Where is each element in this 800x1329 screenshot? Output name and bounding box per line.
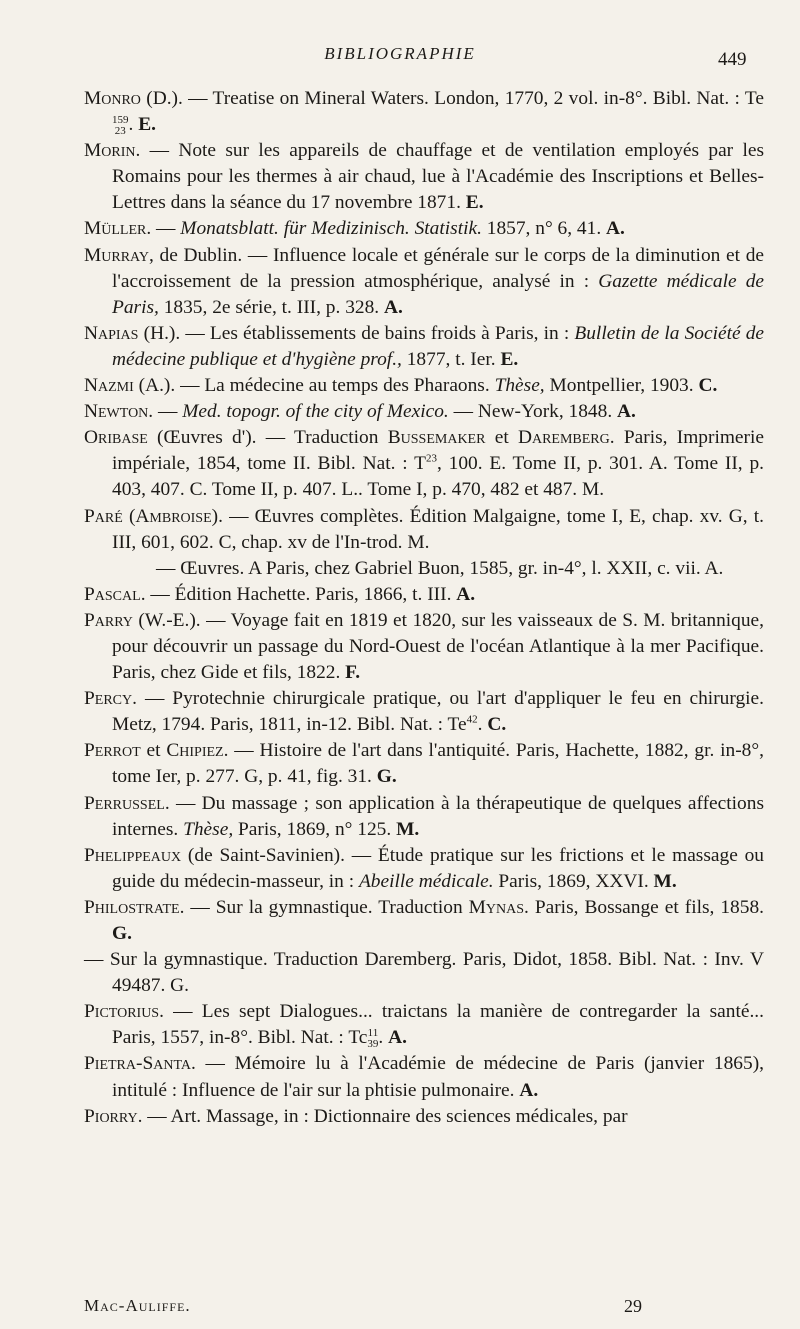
bibliography-entry	[84, 1051, 764, 1103]
entry-text: ). — Œuvres complètes. Édition Malgaigne, tome I, E, chap. xv. G, t. III, 601, 602. C, chap. xv de l'In-trod. M.	[112, 505, 764, 553]
page-number: 449	[718, 49, 747, 70]
entry-author: Pascal	[84, 583, 141, 605]
library-code: A.	[456, 583, 476, 605]
entry-author: Müller	[84, 218, 147, 240]
bibliography-entry	[84, 1104, 764, 1130]
entry-text: (Œuvres d'). — Traduction	[147, 427, 388, 449]
entry-text: .	[128, 114, 139, 136]
entry-text: . —	[148, 401, 183, 423]
fraction-top: 159	[112, 113, 129, 126]
bibliography-entry	[84, 504, 764, 556]
entry-text: . — Histoire de l'art dans l'antiquité. Paris, Hachette, 1882, gr. in-8°, tome Ier, p. 277. G, p. 41, fig. 31.	[112, 740, 764, 788]
entry-text: 1877, t. Ier.	[401, 348, 501, 370]
bibliography-entry	[84, 608, 764, 686]
translator-name: Bussemaker	[387, 427, 486, 449]
entry-text: . — Édition Hachette. Paris, 1866, t. III.	[140, 583, 457, 605]
entry-text: (H.). — Les établissements de bains froids à Paris, in :	[138, 322, 575, 344]
entry-text: (W.-E.). — Voyage fait en 1819 et 1820, sur les vaisseaux de S. M. britannique, pour découvrir un passage du Nord-Ouest de l'océan Atlantique à la mer Pacifique. Paris, chez Gide et fils, 1822.	[112, 609, 764, 684]
entry-text: Paris, 1869, XXVI.	[493, 870, 654, 892]
entry-title: Monatsblatt. für Medizinisch. Statistik.	[180, 218, 482, 240]
library-code: C.	[698, 375, 718, 397]
entry-text: Paris, 1869, n° 125.	[233, 818, 397, 840]
entry-text: . — Mémoire lu à l'Académie de médecine de Paris (janvier 1865), intitulé : Influence de l'air sur la phtisie pulmonaire.	[112, 1053, 764, 1101]
entry-text: — New-York, 1848.	[448, 401, 618, 423]
library-code: A.	[606, 218, 625, 240]
entry-text: — Sur la gymnastique. Traduction Daremberg. Paris, Didot, 1858. Bibl. Nat. : Inv. V 49487. G.	[84, 949, 764, 997]
library-code: E.	[465, 192, 484, 214]
entry-author: Perrot	[84, 740, 141, 762]
entry-text: . — Les sept Dialogues... traictans la manière de contregarder la santé... Paris, 1557, in-8°. Bibl. Nat. : Tc	[112, 1001, 764, 1049]
entry-text: et	[140, 740, 167, 762]
signature-mark: 29	[624, 1296, 642, 1316]
bibliography-entries	[84, 86, 764, 1130]
library-code: A.	[519, 1079, 539, 1101]
bibliography-entry	[84, 86, 764, 138]
entry-author: Nazmi	[84, 375, 134, 397]
library-code: M.	[396, 818, 420, 840]
coauthor-name: Chipiez	[166, 740, 224, 762]
library-code: E.	[500, 348, 519, 370]
bibliography-entry	[84, 895, 764, 947]
library-code: A.	[383, 296, 403, 318]
entry-text: (A.). — La médecine au temps des Pharaons.	[133, 375, 495, 397]
entry-author: Paré	[84, 505, 123, 527]
bibliography-entry	[84, 373, 764, 399]
entry-text: (	[122, 505, 136, 527]
fraction-top: 11	[367, 1026, 379, 1039]
entry-title: Abeille médicale.	[358, 870, 494, 892]
bibliography-entry	[84, 321, 764, 373]
entry-author: Pietra-Santa	[84, 1053, 192, 1075]
entry-author: Phelippeaux	[84, 844, 182, 866]
entry-author: Pictorius	[84, 1001, 160, 1023]
bibliography-entry	[84, 399, 764, 425]
entry-text: .	[477, 714, 488, 736]
library-code: A.	[617, 401, 636, 423]
entry-author: Newton	[84, 401, 149, 423]
fraction-bottom: 39	[367, 1037, 379, 1050]
library-code: F.	[345, 662, 361, 684]
entry-author: Percy	[84, 688, 133, 710]
shelfmark-fraction	[367, 1028, 378, 1050]
entry-author: Oribase	[84, 427, 148, 449]
entry-text: . — Pyrotechnie chirurgicale pratique, ou l'art d'appliquer le feu en chirurgie. Metz, 1794. Paris, 1811, in-12. Bibl. Nat. : Te	[112, 688, 764, 736]
entry-text: Montpellier, 1903.	[544, 375, 699, 397]
bibliography-entry	[84, 686, 764, 738]
entry-title: Thèse,	[494, 375, 545, 397]
entry-text: . — Sur la gymnastique. Traduction	[179, 896, 469, 918]
entry-text: . —	[146, 218, 181, 240]
entry-text: 1835, 2e série, t. III, p. 328.	[158, 296, 384, 318]
entry-author: Philostrate	[84, 896, 180, 918]
library-code: E.	[138, 114, 156, 136]
signature-author: Mac-Auliffe.	[84, 1296, 191, 1315]
bibliography-entry	[84, 738, 764, 790]
entry-text: , 100. E. Tome II, p. 301. A. Tome II, p. 403, 407. C. Tome II, p. 407. L.. Tome I, p. 470, 482 et 487. M.	[112, 453, 764, 501]
shelfmark-superscript: 23	[425, 452, 437, 465]
running-head: BIBLIOGRAPHIE	[324, 44, 476, 63]
translator-name: Daremberg	[517, 427, 610, 449]
entry-title: Med. topogr. of the city of Mexico.	[182, 401, 449, 423]
fraction-bottom: 23	[114, 124, 126, 137]
entry-author: Murray	[84, 244, 149, 266]
entry-author: Napias	[84, 322, 139, 344]
entry-author: Parry	[84, 609, 133, 631]
entry-text: . — Note sur les appareils de chauffage et de ventilation employés par les Romains pour les thermes à air chaud, lue à l'Académie des Inscriptions et Belles-Lettres dans la séance du 17 novembre 1871.	[112, 140, 764, 214]
entry-text: .	[378, 1027, 389, 1049]
shelfmark-fraction	[112, 115, 129, 137]
library-code: M.	[653, 870, 677, 892]
bibliography-entry	[84, 243, 764, 321]
entry-text: et	[485, 427, 518, 449]
library-code: A.	[388, 1027, 407, 1049]
entry-text: . Paris, Imprimerie impériale, 1854, tome II. Bibl. Nat. : T	[112, 427, 764, 475]
entry-author: Morin	[84, 140, 136, 162]
bibliography-entry	[84, 138, 764, 216]
entry-title: Thèse,	[183, 818, 234, 840]
shelfmark-superscript: 42	[466, 713, 478, 726]
library-code: G.	[376, 766, 397, 788]
entry-author: Piorry	[84, 1105, 138, 1127]
bibliography-subentry	[84, 556, 764, 582]
bibliography-entry	[84, 791, 764, 843]
entry-text: (D.). — Treatise on Mineral Waters. London, 1770, 2 vol. in-8°. Bibl. Nat. : Te	[140, 88, 764, 109]
library-code: G.	[112, 923, 132, 944]
bibliography-subentry	[84, 947, 764, 999]
bibliography-entry	[84, 999, 764, 1051]
entry-author: Perrussel	[84, 792, 165, 814]
bibliography-entry	[84, 843, 764, 895]
entry-text: 1857, n° 6, 41.	[481, 218, 607, 240]
author-forename: Ambroise	[135, 505, 212, 527]
bibliography-entry	[84, 582, 764, 608]
bibliography-entry	[84, 216, 764, 242]
entry-text: . Paris, Bossange et fils, 1858.	[524, 896, 764, 918]
entry-text: , de Dublin. — Influence locale et générale sur le corps de la diminution et de l'accroissement de la pression atmosphérique, analysé in :	[112, 244, 764, 292]
entry-text: — Œuvres. A Paris, chez Gabriel Buon, 1585, gr. in-4°, l. XXII, c. vii. A.	[156, 557, 724, 579]
entry-text: . — Art. Massage, in : Dictionnaire des sciences médicales, par	[137, 1105, 628, 1127]
entry-title: Bulletin de la Société de médecine publique et d'hygiène prof.,	[112, 322, 765, 370]
entry-text: (de Saint-Savinien). — Étude pratique sur les frictions et le massage ou guide du médecin-masseur, in :	[112, 844, 764, 892]
entry-title: Gazette médicale de Paris,	[112, 270, 764, 318]
bibliography-entry	[84, 425, 764, 503]
library-code: C.	[487, 714, 507, 736]
entry-text: . — Du massage ; son application à la thérapeutique de quelques affections internes.	[112, 792, 764, 840]
entry-author: Monro	[84, 88, 141, 109]
translator-name: Mynas	[468, 896, 524, 918]
